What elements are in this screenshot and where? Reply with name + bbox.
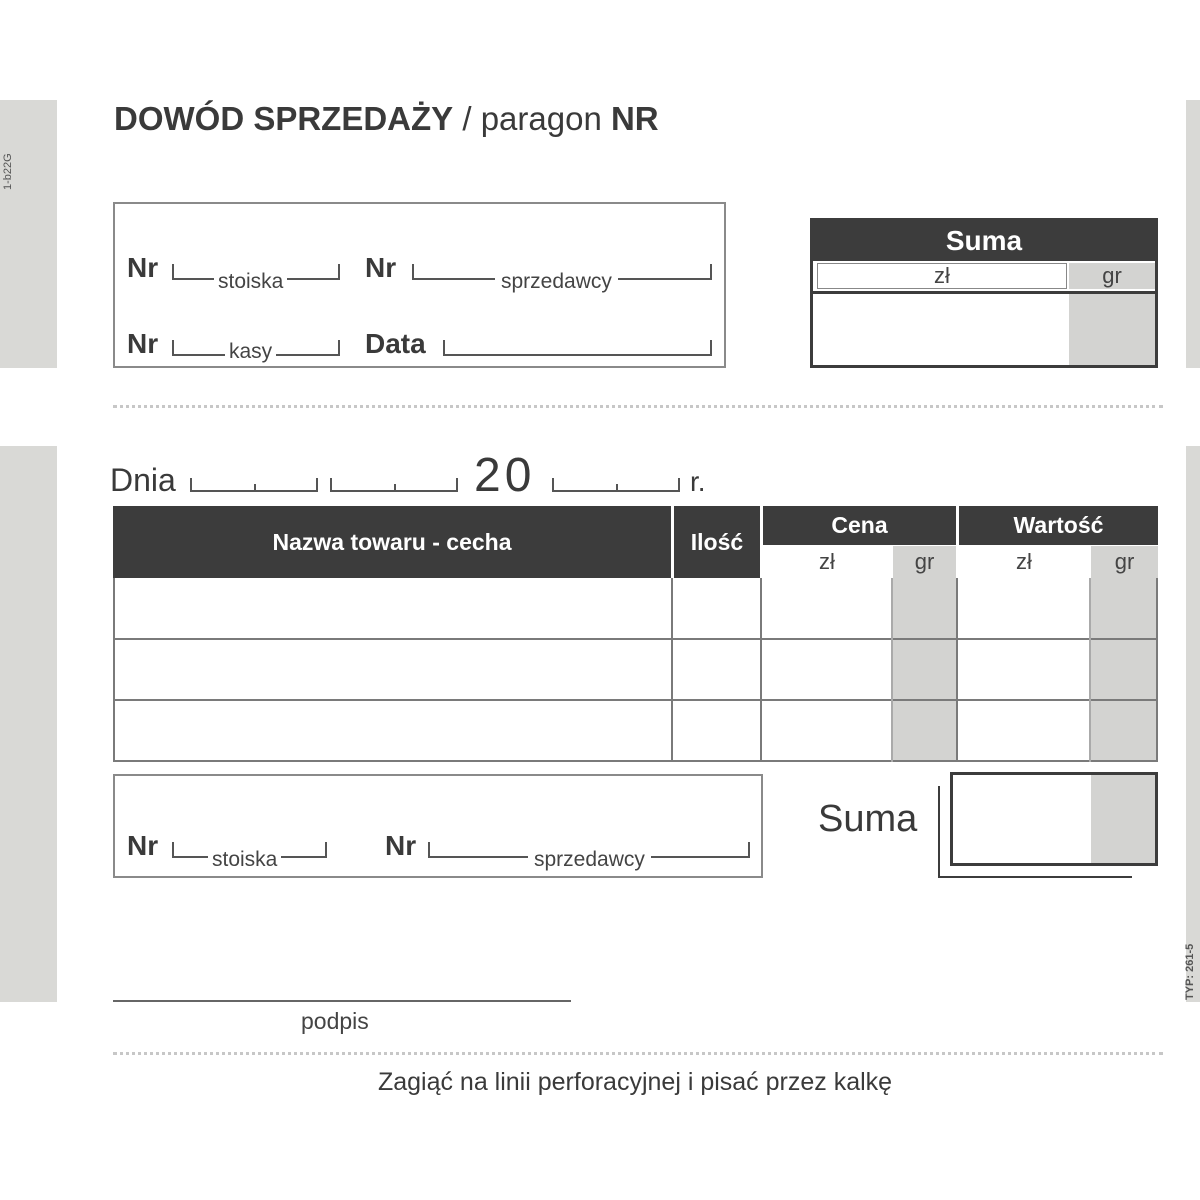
year-suffix: r. [690, 466, 706, 497]
data-field[interactable] [443, 340, 712, 356]
title-sep: / [453, 100, 481, 137]
suma-gr-label: gr [1069, 263, 1155, 289]
left-strip-bottom [0, 446, 57, 1002]
year-tick [616, 484, 618, 492]
nr-label: Nr [127, 830, 159, 861]
day-tick [254, 484, 256, 492]
form-code-left: 1-b22G [2, 153, 14, 190]
bottom-suma-field[interactable] [950, 772, 1158, 866]
stoiska-label: stoiska [214, 270, 287, 294]
title-bold: DOWÓD SPRZEDAŻY [114, 100, 454, 137]
price-zl-label: zł [819, 549, 835, 574]
form-code-right: TYP: 261-5 [1184, 943, 1196, 1000]
col-header-name: Nazwa towaru - cecha [113, 506, 671, 578]
right-strip-bottom [1186, 446, 1200, 1002]
table-row[interactable] [115, 580, 670, 637]
bottom-suma-label: Suma [818, 798, 918, 840]
table-row-divider [113, 699, 1158, 701]
table-col-divider [891, 578, 893, 762]
dnia-label: Dnia [110, 462, 176, 498]
table-row[interactable] [115, 702, 670, 759]
table-col-divider [671, 578, 673, 762]
perforation-line [113, 405, 1163, 408]
price-gr-label: gr [893, 546, 956, 578]
month-tick [394, 484, 396, 492]
suma-zl-field[interactable] [813, 294, 1067, 365]
form-title [114, 100, 659, 138]
bottom-suma-shadow-h [938, 876, 1132, 878]
stoiska-label: stoiska [208, 848, 281, 872]
instruction-text: Zagiąć na linii perforacyjnej i pisać przez kalkę [377, 1068, 893, 1096]
table-col-divider [760, 578, 762, 762]
table-col-divider [956, 578, 958, 762]
value-gr-label: gr [1091, 546, 1158, 578]
perforation-line [113, 1052, 1163, 1055]
items-table [113, 506, 1158, 762]
bottom-suma-gr [1091, 775, 1155, 863]
col-header-value: Wartość [959, 506, 1158, 545]
left-strip-top [0, 100, 57, 368]
sprzedawcy-label: sprzedawcy [528, 848, 651, 872]
data-label: Data [365, 328, 426, 359]
suma-gr-field[interactable] [1069, 294, 1155, 365]
table-row-divider [113, 638, 1158, 640]
signature-line[interactable] [113, 1000, 571, 1002]
signature-label: podpis [301, 1008, 369, 1034]
title-suffix: NR [601, 100, 659, 137]
suma-zl-label: zł [817, 263, 1067, 289]
value-zl-label: zł [1016, 549, 1032, 574]
nr-label: Nr [127, 252, 159, 283]
suma-box [810, 218, 1158, 368]
col-header-qty: Ilość [674, 506, 760, 578]
suma-header: Suma [813, 221, 1155, 261]
nr-label: Nr [365, 252, 397, 283]
title-normal: paragon [480, 100, 602, 137]
year-prefix: 20 [474, 449, 536, 502]
kasy-label: kasy [225, 340, 276, 364]
sprzedawcy-label: sprzedawcy [495, 270, 618, 294]
table-row[interactable] [115, 641, 670, 698]
nr-label: Nr [127, 328, 159, 359]
col-header-price: Cena [763, 506, 956, 545]
nr-label: Nr [385, 830, 417, 861]
bottom-suma-shadow-v [938, 786, 940, 878]
table-col-divider [1089, 578, 1091, 762]
right-strip-top [1186, 100, 1200, 368]
